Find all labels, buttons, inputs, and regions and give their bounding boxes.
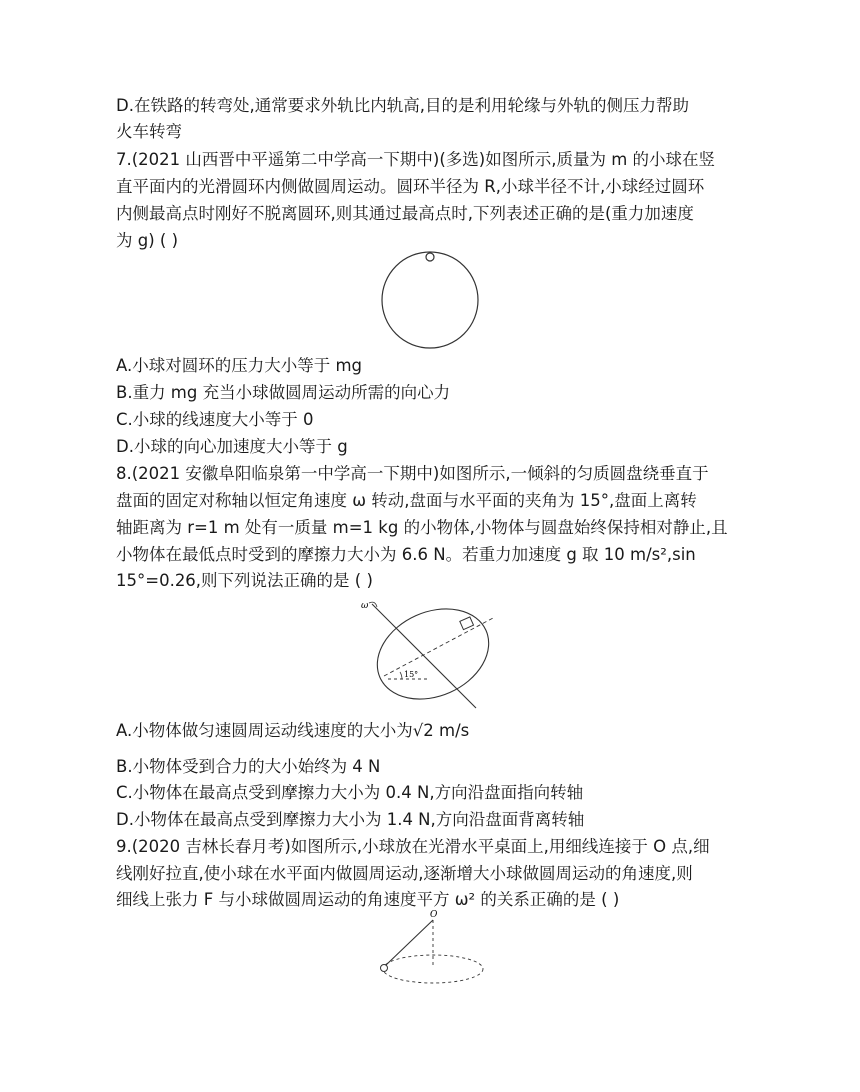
q8-tilted-disc-figure <box>358 598 508 710</box>
text-line-q8-option-d: D.小物体在最高点受到摩擦力大小为 1.4 N,方向沿盘面背离转轴 <box>116 810 585 829</box>
text-line-q8-stem-3: 轴距离为 r=1 m 处有一质量 m=1 kg 的小物体,小物体与圆盘始终保持相对静止,且 <box>116 518 728 537</box>
ring <box>382 252 478 348</box>
text-line-q8-stem-4: 小物体在最低点时受到的摩擦力大小为 6.6 N。若重力加速度 g 取 10 m/s²,sin <box>116 545 696 564</box>
point-o-label: O <box>430 910 438 920</box>
angle-arc <box>400 672 402 679</box>
text-line-q7-stem-1: 7.(2021 山西晋中平遥第二中学高一下期中)(多选)如图所示,质量为 m 的小球在竖 <box>116 150 716 169</box>
text-line-q7-option-a: A.小球对圆环的压力大小等于 mg <box>116 356 363 375</box>
text-line-q7-stem-2: 直平面内的光滑圆环内侧做圆周运动。圆环半径为 R,小球半径不计,小球经过圆环 <box>116 177 705 196</box>
q7-circle-ring-figure <box>378 248 482 352</box>
text-line-q8-option-c: C.小物体在最高点受到摩擦力大小为 0.4 N,方向沿盘面指向转轴 <box>116 783 584 802</box>
small-ball <box>426 253 434 261</box>
disc-diameter <box>384 618 493 676</box>
text-line-q8-stem-5: 15°=0.26,则下列说法正确的是 ( ) <box>116 571 373 590</box>
text-line-q8-option-b: B.小物体受到合力的大小始终为 4 N <box>116 757 381 776</box>
string <box>385 920 433 966</box>
q9-conical-pendulum-figure <box>372 908 488 990</box>
text-line-q7-stem-3: 内侧最高点时刚好不脱离圆环,则其通过最高点时,下列表述正确的是(重力加速度 <box>116 204 694 223</box>
angle-label: 15° <box>404 670 419 679</box>
text-line-q9-stem-3: 细线上张力 F 与小球做圆周运动的角速度平方 ω² 的关系正确的是 ( ) <box>116 890 620 909</box>
text-line-q8-stem-1: 8.(2021 安徽阜阳临泉第一中学高一下期中)如图所示,一倾斜的匀质圆盘绕垂直于 <box>116 464 709 483</box>
small-ball <box>381 965 388 972</box>
circular-path <box>383 955 483 983</box>
omega-label: ω <box>361 601 369 611</box>
text-line-q9-stem-2: 线刚好拉直,使小球在水平面内做圆周运动,逐渐增大小球做圆周运动的角速度,则 <box>116 864 693 883</box>
disc <box>363 598 503 710</box>
text-line-q8-stem-2: 盘面的固定对称轴以恒定角速度 ω 转动,盘面与水平面的夹角为 15°,盘面上离转 <box>116 491 697 510</box>
text-line-q9-stem-1: 9.(2020 吉林长春月考)如图所示,小球放在光滑水平桌面上,用细线连接于 O 点,细 <box>116 837 710 856</box>
text-line-q6-option-d: D.在铁路的转弯处,通常要求外轨比内轨高,目的是利用轮缘与外轨的侧压力帮助 <box>116 96 689 115</box>
small-object <box>460 617 474 630</box>
text-line-q7-option-d: D.小球的向心加速度大小等于 g <box>116 437 348 456</box>
text-line-q7-option-b: B.重力 mg 充当小球做圆周运动所需的向心力 <box>116 383 451 402</box>
text-line-q7-option-c: C.小球的线速度大小等于 0 <box>116 410 314 429</box>
text-line-q8-option-a: A.小物体做匀速圆周运动线速度的大小为√2 m/s <box>116 721 470 740</box>
text-line-q7-stem-4: 为 g) ( ) <box>116 231 179 250</box>
text-line-q6-option-d-cont: 火车转弯 <box>116 122 182 141</box>
rotation-axis <box>372 604 476 708</box>
